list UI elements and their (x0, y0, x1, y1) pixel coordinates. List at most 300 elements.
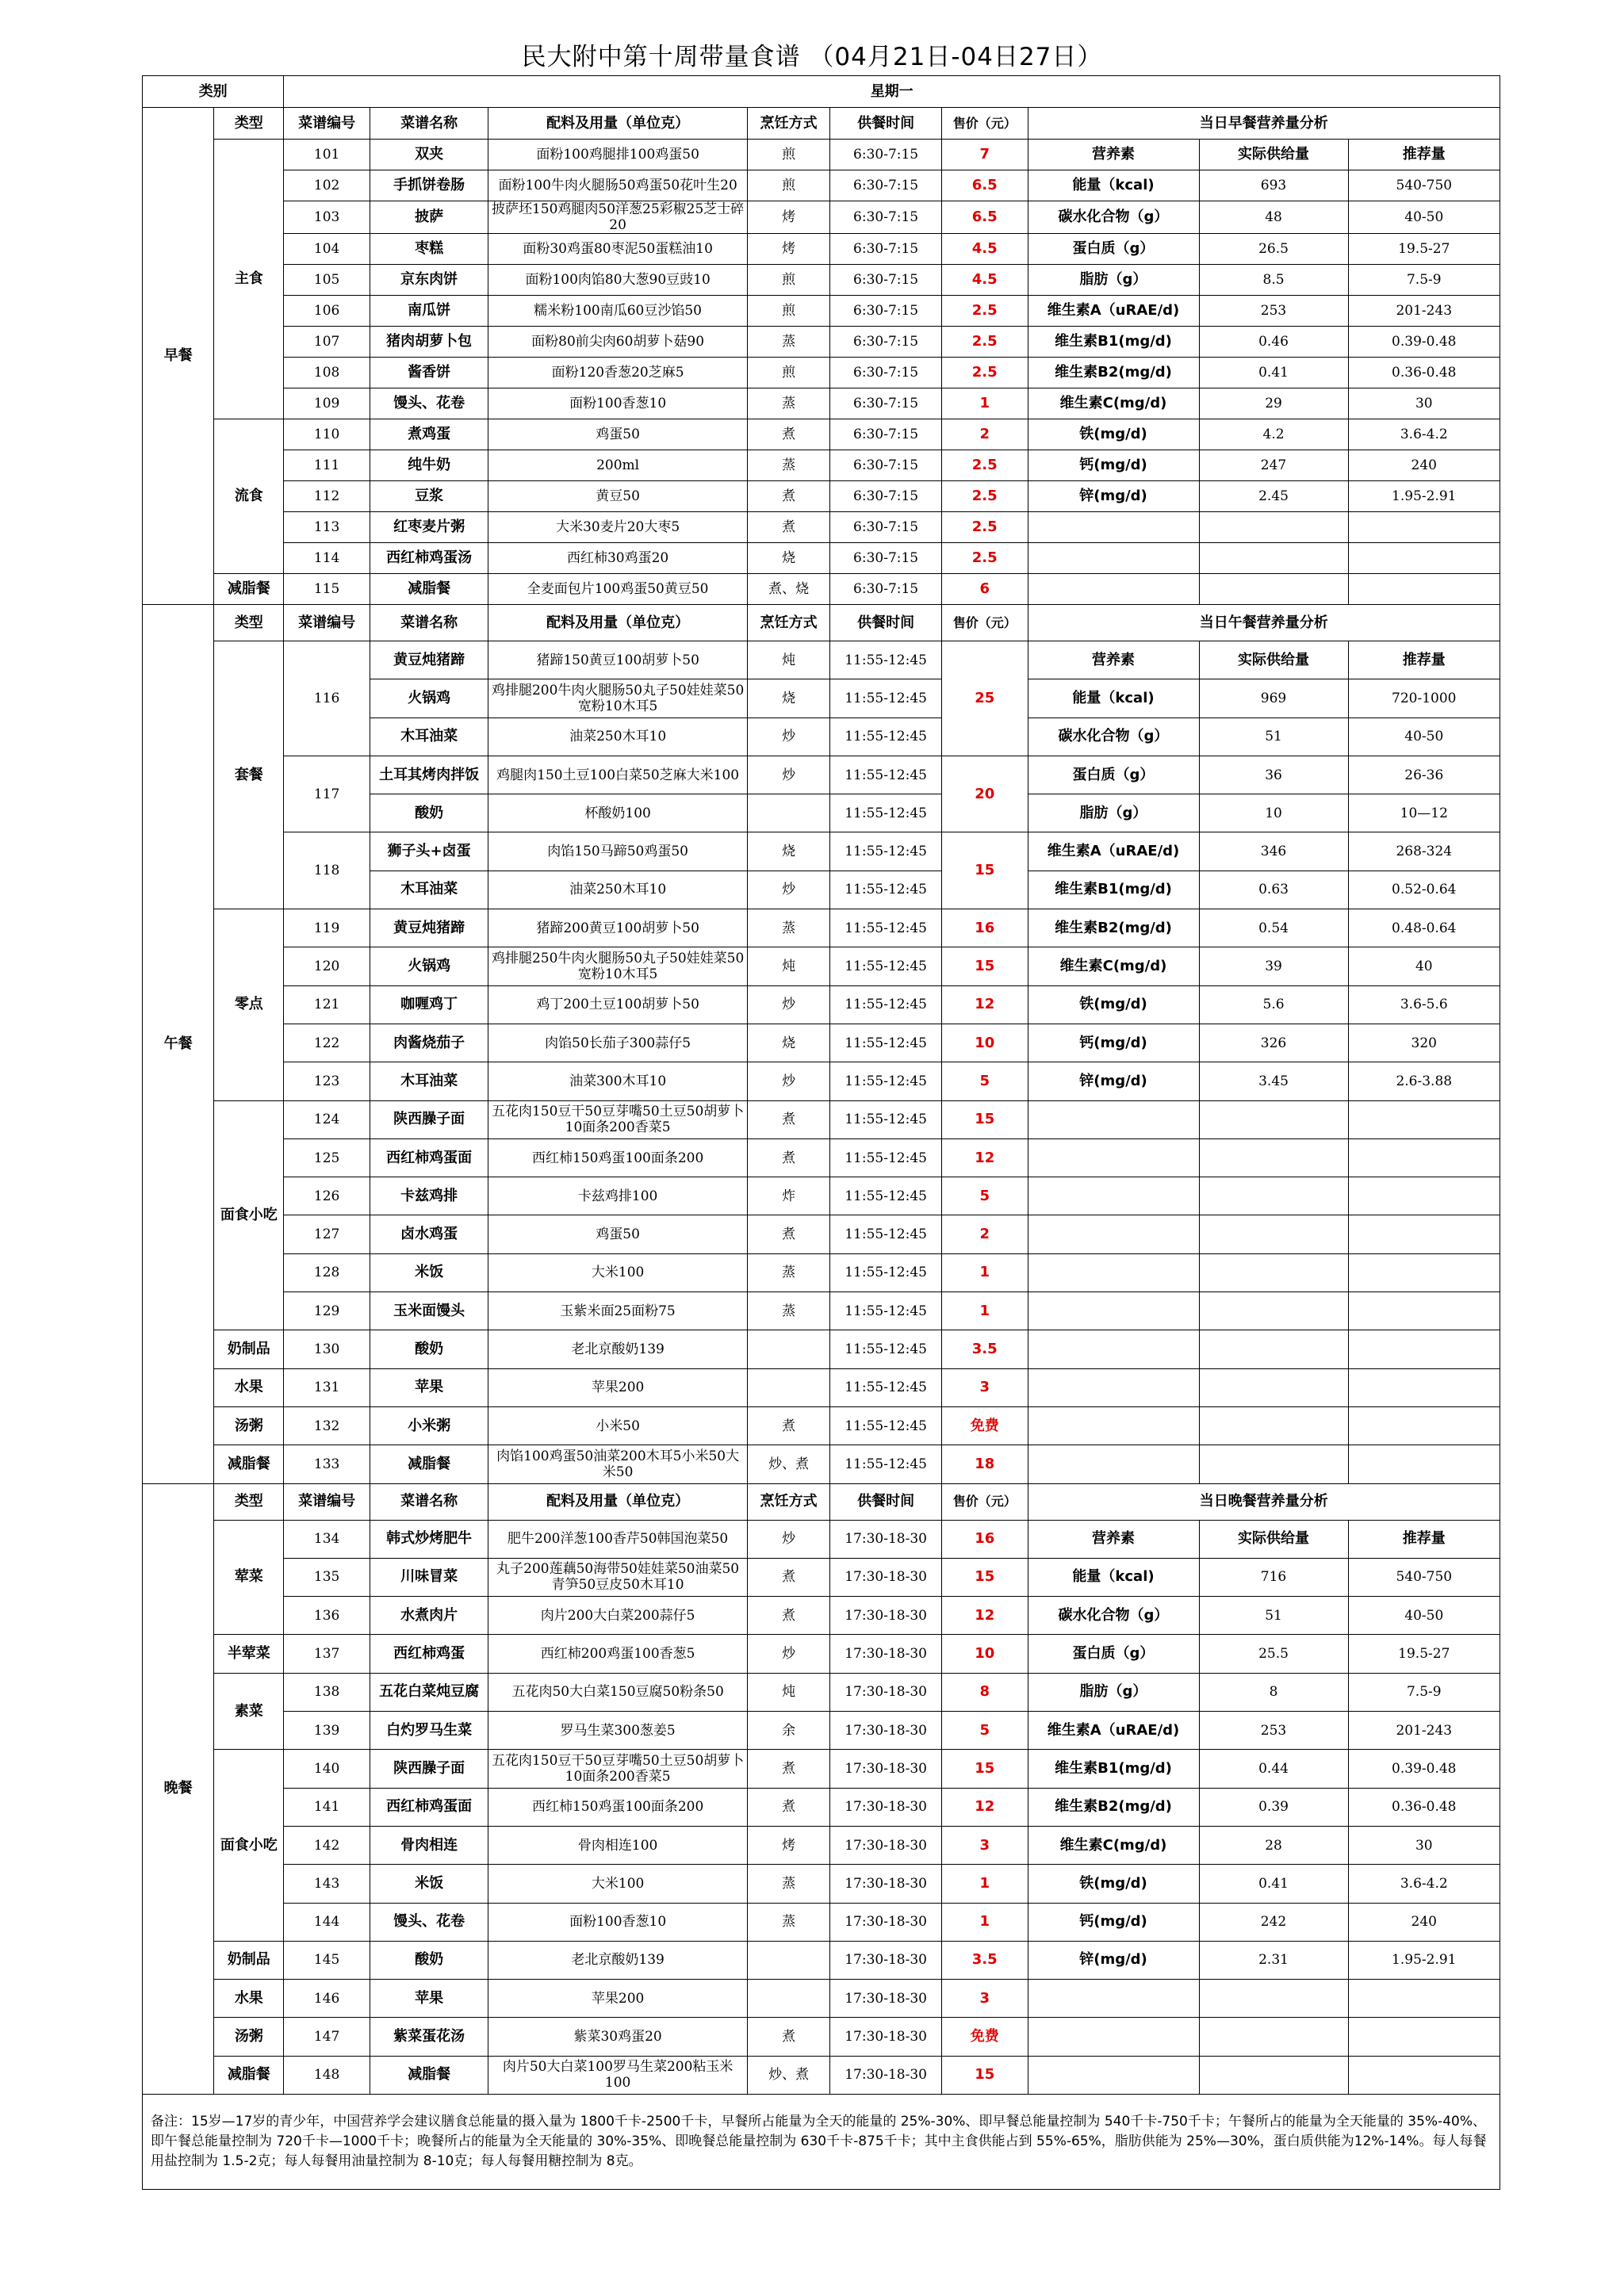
table-row (143, 1941, 1500, 1979)
dish-name: 馒头、花卷 (370, 388, 488, 419)
meal-label-lunch: 午餐 (143, 605, 214, 1484)
dish-time: 6:30-7:15 (830, 327, 942, 358)
nutrient-name: 维生素B2(mg/d) (1028, 358, 1199, 388)
nutrient-recommended: 19.5-27 (1348, 234, 1500, 265)
dish-price: 2.5 (941, 327, 1028, 358)
menu-table (142, 75, 1500, 2190)
table-row (143, 388, 1500, 419)
dish-ingredients: 大米100 (488, 1253, 748, 1292)
dish-name: 南瓜饼 (370, 296, 488, 327)
dish-name: 米饭 (370, 1865, 488, 1903)
dish-ingredients: 鸡丁200土豆100胡萝卜50 (488, 985, 748, 1024)
nutrient-name: 维生素B2(mg/d) (1028, 1788, 1199, 1826)
dish-time: 6:30-7:15 (830, 170, 942, 201)
dish-code: 146 (284, 1980, 370, 2018)
nutrient-name: 能量（kcal) (1028, 679, 1199, 718)
dish-time: 11:55-12:45 (830, 756, 942, 794)
dish-method: 蒸 (747, 327, 829, 358)
col-price-header: 售价（元） (941, 108, 1028, 140)
dish-time: 11:55-12:45 (830, 1138, 942, 1177)
dish-name: 黄豆炖猪蹄 (370, 909, 488, 947)
nutrient-recommended: 3.6-5.6 (1348, 985, 1500, 1024)
empty-cell (1199, 1980, 1348, 2018)
dish-price: 2.5 (941, 512, 1028, 543)
dish-time: 6:30-7:15 (830, 481, 942, 512)
dish-code: 129 (284, 1292, 370, 1330)
nutrient-recommended: 3.6-4.2 (1348, 1865, 1500, 1903)
dish-method: 煮 (747, 1558, 829, 1596)
dish-ingredients: 肥牛200洋葱100香芹50韩国泡菜50 (488, 1520, 748, 1558)
empty-cell (1348, 1100, 1500, 1138)
dish-ingredients: 面粉100鸡腿排100鸡蛋50 (488, 140, 748, 170)
nutrient-actual: 28 (1199, 1826, 1348, 1864)
empty-cell (1348, 1330, 1500, 1368)
empty-cell (1348, 1253, 1500, 1292)
dish-ingredients: 糯米粉100南瓜60豆沙馅50 (488, 296, 748, 327)
dish-time: 11:55-12:45 (830, 1100, 942, 1138)
dish-time: 6:30-7:15 (830, 419, 942, 450)
category-label: 汤粥 (214, 2018, 284, 2056)
dish-name: 韩式炒烤肥牛 (370, 1520, 488, 1558)
dish-method: 烤 (747, 234, 829, 265)
col-code-header: 菜谱编号 (284, 605, 370, 641)
dish-time: 17:30-18-30 (830, 1635, 942, 1673)
nutrient-recommended: 2.6-3.88 (1348, 1062, 1500, 1100)
empty-cell (1028, 1292, 1199, 1330)
col-ingredients-header: 配料及用量（单位克） (488, 1483, 748, 1520)
dish-code: 120 (284, 947, 370, 985)
nutrient-recommended: 3.6-4.2 (1348, 419, 1500, 450)
dish-code: 144 (284, 1903, 370, 1941)
table-row (143, 756, 1500, 794)
meal-label-breakfast: 早餐 (143, 108, 214, 605)
nutrient-actual: 346 (1199, 832, 1348, 871)
col-code-header: 菜谱编号 (284, 108, 370, 140)
dish-code: 128 (284, 1253, 370, 1292)
dish-time: 6:30-7:15 (830, 358, 942, 388)
dish-ingredients: 肉片50大白菜100罗马生菜200粘玉米100 (488, 2056, 748, 2094)
table-row (143, 358, 1500, 388)
dish-ingredients: 面粉120香葱20芝麻5 (488, 358, 748, 388)
table-row (143, 1445, 1500, 1483)
empty-cell (1199, 1215, 1348, 1253)
dish-code: 147 (284, 2018, 370, 2056)
nutrient-recommended: 320 (1348, 1024, 1500, 1062)
dish-time: 11:55-12:45 (830, 679, 942, 718)
meal-label-dinner: 晚餐 (143, 1483, 214, 2094)
dish-code: 116 (284, 641, 370, 756)
dish-ingredients: 面粉80前尖肉60胡萝卜菇90 (488, 327, 748, 358)
dish-code: 145 (284, 1941, 370, 1979)
dish-price: 12 (941, 1597, 1028, 1635)
dish-name: 咖喱鸡丁 (370, 985, 488, 1024)
dish-price: 15 (941, 832, 1028, 909)
nutrient-name: 铁(mg/d) (1028, 419, 1199, 450)
analysis-title: 当日晚餐营养量分析 (1028, 1483, 1500, 1520)
dish-price: 免费 (941, 1406, 1028, 1445)
table-row (143, 1635, 1500, 1673)
empty-cell (1199, 1138, 1348, 1177)
dish-method: 余 (747, 1712, 829, 1750)
dish-code: 103 (284, 201, 370, 234)
dish-code: 110 (284, 419, 370, 450)
nutrient-actual: 247 (1199, 450, 1348, 481)
nutrient-actual: 51 (1199, 718, 1348, 756)
dish-code: 132 (284, 1406, 370, 1445)
dish-ingredients: 全麦面包片100鸡蛋50黄豆50 (488, 574, 748, 605)
dish-price: 2 (941, 1215, 1028, 1253)
nutrient-recommended: 40-50 (1348, 1597, 1500, 1635)
table-row (143, 1330, 1500, 1368)
dish-method: 蒸 (747, 1292, 829, 1330)
table-row (143, 832, 1500, 871)
nutrient-actual: 0.44 (1199, 1750, 1348, 1788)
dish-ingredients: 卡兹鸡排100 (488, 1177, 748, 1215)
dish-time: 17:30-18-30 (830, 1558, 942, 1596)
empty-cell (1348, 1980, 1500, 2018)
dish-ingredients: 老北京酸奶139 (488, 1330, 748, 1368)
dish-code: 113 (284, 512, 370, 543)
dish-time: 11:55-12:45 (830, 641, 942, 679)
nutrient-actual: 29 (1199, 388, 1348, 419)
dish-price: 2.5 (941, 358, 1028, 388)
dish-method: 炒 (747, 985, 829, 1024)
nutrient-actual: 242 (1199, 1903, 1348, 1941)
empty-cell (1348, 2056, 1500, 2094)
dish-ingredients: 鸡蛋50 (488, 419, 748, 450)
nutrient-actual: 253 (1199, 296, 1348, 327)
col-price-header: 售价（元） (941, 1483, 1028, 1520)
dish-price: 3 (941, 1826, 1028, 1864)
table-row (143, 1520, 1500, 1558)
dish-price: 2.5 (941, 450, 1028, 481)
dish-price: 4.5 (941, 265, 1028, 296)
dish-price: 3 (941, 1980, 1028, 2018)
category-label: 面食小吃 (214, 1750, 284, 1941)
dish-time: 11:55-12:45 (830, 1406, 942, 1445)
dish-code: 126 (284, 1177, 370, 1215)
dish-method: 煮 (747, 1597, 829, 1635)
dish-name: 酸奶 (370, 1941, 488, 1979)
dish-time: 6:30-7:15 (830, 450, 942, 481)
dish-price: 4.5 (941, 234, 1028, 265)
dish-price: 5 (941, 1062, 1028, 1100)
nutrient-actual: 5.6 (1199, 985, 1348, 1024)
dish-ingredients: 大米100 (488, 1865, 748, 1903)
nutrient-actual: 0.41 (1199, 1865, 1348, 1903)
nutrient-recommended: 0.39-0.48 (1348, 1750, 1500, 1788)
dish-name: 木耳油菜 (370, 871, 488, 909)
dish-time: 17:30-18-30 (830, 1750, 942, 1788)
dish-code: 122 (284, 1024, 370, 1062)
dish-ingredients: 鸡排腿200牛肉火腿肠50丸子50娃娃菜50宽粉10木耳5 (488, 679, 748, 718)
empty-cell (1199, 1253, 1348, 1292)
empty-cell (1028, 2018, 1199, 2056)
dish-code: 106 (284, 296, 370, 327)
nutrient-name: 蛋白质（g） (1028, 1635, 1199, 1673)
dish-time: 17:30-18-30 (830, 1980, 942, 2018)
dish-code: 111 (284, 450, 370, 481)
dish-time: 17:30-18-30 (830, 1941, 942, 1979)
dish-ingredients: 鸡蛋50 (488, 1215, 748, 1253)
table-row (143, 201, 1500, 234)
dish-ingredients: 面粉100香葱10 (488, 388, 748, 419)
table-row (143, 543, 1500, 574)
table-row (143, 1597, 1500, 1635)
dish-time: 11:55-12:45 (830, 909, 942, 947)
nutrient-recommended: 0.36-0.48 (1348, 1788, 1500, 1826)
dish-time: 17:30-18-30 (830, 1712, 942, 1750)
category-label: 奶制品 (214, 1330, 284, 1368)
table-row (143, 1980, 1500, 2018)
table-row (143, 1253, 1500, 1292)
dish-price: 5 (941, 1177, 1028, 1215)
dish-code: 107 (284, 327, 370, 358)
dish-code: 136 (284, 1597, 370, 1635)
nutrient-actual: 4.2 (1199, 419, 1348, 450)
analysis-title: 当日早餐营养量分析 (1028, 108, 1500, 140)
empty-cell (1199, 1406, 1348, 1445)
dish-method: 煎 (747, 265, 829, 296)
dish-time: 11:55-12:45 (830, 1215, 942, 1253)
col-price-header: 售价（元） (941, 605, 1028, 641)
dish-code: 102 (284, 170, 370, 201)
dish-price: 2.5 (941, 481, 1028, 512)
nutrient-recommended: 40-50 (1348, 201, 1500, 234)
nutrient-name: 钙(mg/d) (1028, 1024, 1199, 1062)
table-row (143, 1788, 1500, 1826)
dish-time: 6:30-7:15 (830, 574, 942, 605)
nutrient-name: 碳水化合物（g） (1028, 718, 1199, 756)
dish-code: 123 (284, 1062, 370, 1100)
table-row (143, 108, 1500, 140)
dish-name: 酸奶 (370, 1330, 488, 1368)
dish-code: 105 (284, 265, 370, 296)
nutrient-recommended: 30 (1348, 1826, 1500, 1864)
dish-code: 133 (284, 1445, 370, 1483)
dish-name: 水煮肉片 (370, 1597, 488, 1635)
dish-code: 143 (284, 1865, 370, 1903)
dish-price: 6.5 (941, 201, 1028, 234)
dish-method: 蒸 (747, 388, 829, 419)
footnote: 备注：15岁—17岁的青少年，中国营养学会建议膳食总能量的摄入量为 1800千卡-2500千卡，早餐所占能量为全天的能量的 25%-30%、即早餐总能量控制为 540千卡-750千卡；午餐所占的能量为全天能量的 35%-40%、即午餐总能量控制为 720千卡—1000千卡；晚餐所占的能量为全天能量的 30%-35%、即晚餐总能量控制为 630千卡-875千卡；其中主食供能占到 55%-65%，脂肪供能为 25%—30%，蛋白质供能为12%-14%。每人每餐用盐控制为 1.5-2克；每人每餐用油量控制为 8-10克；每人每餐用糖控制为 8克。 (143, 2094, 1500, 2189)
dish-time: 17:30-18-30 (830, 1673, 942, 1711)
dish-price: 3 (941, 1368, 1028, 1406)
dish-time: 11:55-12:45 (830, 1292, 942, 1330)
dish-method: 炒、煮 (747, 1445, 829, 1483)
nutrient-recommended: 201-243 (1348, 296, 1500, 327)
dish-time: 6:30-7:15 (830, 543, 942, 574)
nutrient-name: 营养素 (1028, 1520, 1199, 1558)
dish-code: 109 (284, 388, 370, 419)
nutrient-name: 蛋白质（g） (1028, 234, 1199, 265)
dish-time: 17:30-18-30 (830, 2018, 942, 2056)
empty-cell (1348, 1138, 1500, 1177)
dish-price: 15 (941, 1100, 1028, 1138)
dish-name: 西红柿鸡蛋 (370, 1635, 488, 1673)
category-label: 减脂餐 (214, 574, 284, 605)
dish-method: 蒸 (747, 1253, 829, 1292)
dish-name: 酸奶 (370, 794, 488, 832)
dish-price: 1 (941, 1292, 1028, 1330)
dish-time: 17:30-18-30 (830, 1826, 942, 1864)
empty-cell (1199, 512, 1348, 543)
dish-name: 土耳其烤肉拌饭 (370, 756, 488, 794)
table-row (143, 1750, 1500, 1788)
dish-name: 西红柿鸡蛋面 (370, 1138, 488, 1177)
dish-name: 减脂餐 (370, 574, 488, 605)
dish-method: 蒸 (747, 909, 829, 947)
dish-ingredients: 面粉30鸡蛋80枣泥50蛋糕油10 (488, 234, 748, 265)
dish-method: 烧 (747, 543, 829, 574)
page-title: 民大附中第十周带量食谱 （04月21日-04日27日） (521, 43, 1103, 71)
dish-method: 炒、煮 (747, 2056, 829, 2094)
nutrient-recommended: 推荐量 (1348, 641, 1500, 679)
nutrient-actual: 51 (1199, 1597, 1348, 1635)
dish-name: 双夹 (370, 140, 488, 170)
dish-method: 炒 (747, 871, 829, 909)
dish-time: 17:30-18-30 (830, 1788, 942, 1826)
dish-name: 黄豆炖猪蹄 (370, 641, 488, 679)
nutrient-recommended: 720-1000 (1348, 679, 1500, 718)
dish-price: 15 (941, 1558, 1028, 1596)
nutrient-recommended: 30 (1348, 388, 1500, 419)
dish-name: 卡兹鸡排 (370, 1177, 488, 1215)
nutrient-name: 锌(mg/d) (1028, 1062, 1199, 1100)
dish-price: 1 (941, 1903, 1028, 1941)
empty-cell (1028, 1368, 1199, 1406)
dish-method: 烤 (747, 201, 829, 234)
dish-name: 纯牛奶 (370, 450, 488, 481)
category-label: 减脂餐 (214, 2056, 284, 2094)
empty-cell (1028, 1330, 1199, 1368)
table-row (143, 1215, 1500, 1253)
table-row (143, 1558, 1500, 1596)
empty-cell (1028, 2056, 1199, 2094)
dish-ingredients: 肉馅50长茄子300蒜仔5 (488, 1024, 748, 1062)
dish-name: 西红柿鸡蛋面 (370, 1788, 488, 1826)
nutrient-recommended: 推荐量 (1348, 140, 1500, 170)
empty-cell (1199, 574, 1348, 605)
table-row (143, 909, 1500, 947)
nutrient-actual: 实际供给量 (1199, 1520, 1348, 1558)
col-name-header: 菜谱名称 (370, 1483, 488, 1520)
dish-code: 141 (284, 1788, 370, 1826)
dish-code: 137 (284, 1635, 370, 1673)
dish-ingredients: 西红柿150鸡蛋100面条200 (488, 1788, 748, 1826)
empty-cell (1028, 543, 1199, 574)
nutrient-actual: 2.31 (1199, 1941, 1348, 1979)
dish-time: 17:30-18-30 (830, 2056, 942, 2094)
empty-cell (1199, 2018, 1348, 2056)
dish-name: 川味冒菜 (370, 1558, 488, 1596)
dish-name: 肉酱烧茄子 (370, 1024, 488, 1062)
nutrient-name: 脂肪（g） (1028, 265, 1199, 296)
col-type-header: 类型 (214, 108, 284, 140)
table-row (143, 574, 1500, 605)
dish-name: 五花白菜炖豆腐 (370, 1673, 488, 1711)
nutrient-name: 蛋白质（g） (1028, 756, 1199, 794)
category-label: 主食 (214, 140, 284, 419)
empty-cell (1199, 543, 1348, 574)
nutrient-recommended: 240 (1348, 1903, 1500, 1941)
empty-cell (1348, 1406, 1500, 1445)
dish-price: 3.5 (941, 1330, 1028, 1368)
dish-ingredients: 黄豆50 (488, 481, 748, 512)
dish-name: 披萨 (370, 201, 488, 234)
dish-code: 142 (284, 1826, 370, 1864)
dish-time: 11:55-12:45 (830, 871, 942, 909)
dish-time: 11:55-12:45 (830, 832, 942, 871)
dish-ingredients: 老北京酸奶139 (488, 1941, 748, 1979)
nutrient-name: 铁(mg/d) (1028, 1865, 1199, 1903)
dish-ingredients: 猪蹄200黄豆100胡萝卜50 (488, 909, 748, 947)
nutrient-actual: 10 (1199, 794, 1348, 832)
nutrient-actual: 39 (1199, 947, 1348, 985)
dish-price: 12 (941, 985, 1028, 1024)
table-row (143, 76, 1500, 108)
dish-name: 木耳油菜 (370, 1062, 488, 1100)
dish-name: 木耳油菜 (370, 718, 488, 756)
dish-price: 1 (941, 1253, 1028, 1292)
dish-name: 玉米面馒头 (370, 1292, 488, 1330)
nutrient-name: 维生素C(mg/d) (1028, 947, 1199, 985)
dish-price: 10 (941, 1635, 1028, 1673)
nutrient-actual: 253 (1199, 1712, 1348, 1750)
dish-method (747, 1941, 829, 1979)
nutrient-name: 营养素 (1028, 140, 1199, 170)
nutrient-recommended: 540-750 (1348, 1558, 1500, 1596)
empty-cell (1028, 1215, 1199, 1253)
table-row (143, 2018, 1500, 2056)
dish-name: 卤水鸡蛋 (370, 1215, 488, 1253)
category-label: 水果 (214, 1980, 284, 2018)
nutrient-name: 营养素 (1028, 641, 1199, 679)
nutrient-recommended: 268-324 (1348, 832, 1500, 871)
dish-ingredients: 肉馅100鸡蛋50油菜200木耳5小米50大米50 (488, 1445, 748, 1483)
dish-price: 15 (941, 2056, 1028, 2094)
dish-time: 11:55-12:45 (830, 794, 942, 832)
nutrient-recommended: 540-750 (1348, 170, 1500, 201)
dish-ingredients: 杯酸奶100 (488, 794, 748, 832)
dish-time: 11:55-12:45 (830, 1445, 942, 1483)
dish-time: 11:55-12:45 (830, 947, 942, 985)
dish-ingredients: 肉片200大白菜200蒜仔5 (488, 1597, 748, 1635)
nutrient-actual: 0.41 (1199, 358, 1348, 388)
empty-cell (1199, 1368, 1348, 1406)
dish-method: 蒸 (747, 1903, 829, 1941)
dish-name: 减脂餐 (370, 1445, 488, 1483)
dish-ingredients: 小米50 (488, 1406, 748, 1445)
dish-time: 11:55-12:45 (830, 718, 942, 756)
empty-cell (1348, 543, 1500, 574)
dish-ingredients: 西红柿150鸡蛋100面条200 (488, 1138, 748, 1177)
nutrient-actual: 实际供给量 (1199, 641, 1348, 679)
dish-code: 104 (284, 234, 370, 265)
dish-price: 6.5 (941, 170, 1028, 201)
empty-cell (1199, 1445, 1348, 1483)
dish-time: 11:55-12:45 (830, 1062, 942, 1100)
empty-cell (1348, 1292, 1500, 1330)
empty-cell (1199, 1292, 1348, 1330)
table-row (143, 985, 1500, 1024)
table-row (143, 1138, 1500, 1177)
empty-cell (1028, 1445, 1199, 1483)
dish-time: 6:30-7:15 (830, 512, 942, 543)
dish-ingredients: 猪蹄150黄豆100胡萝卜50 (488, 641, 748, 679)
table-row (143, 1483, 1500, 1520)
nutrient-name: 碳水化合物（g） (1028, 201, 1199, 234)
